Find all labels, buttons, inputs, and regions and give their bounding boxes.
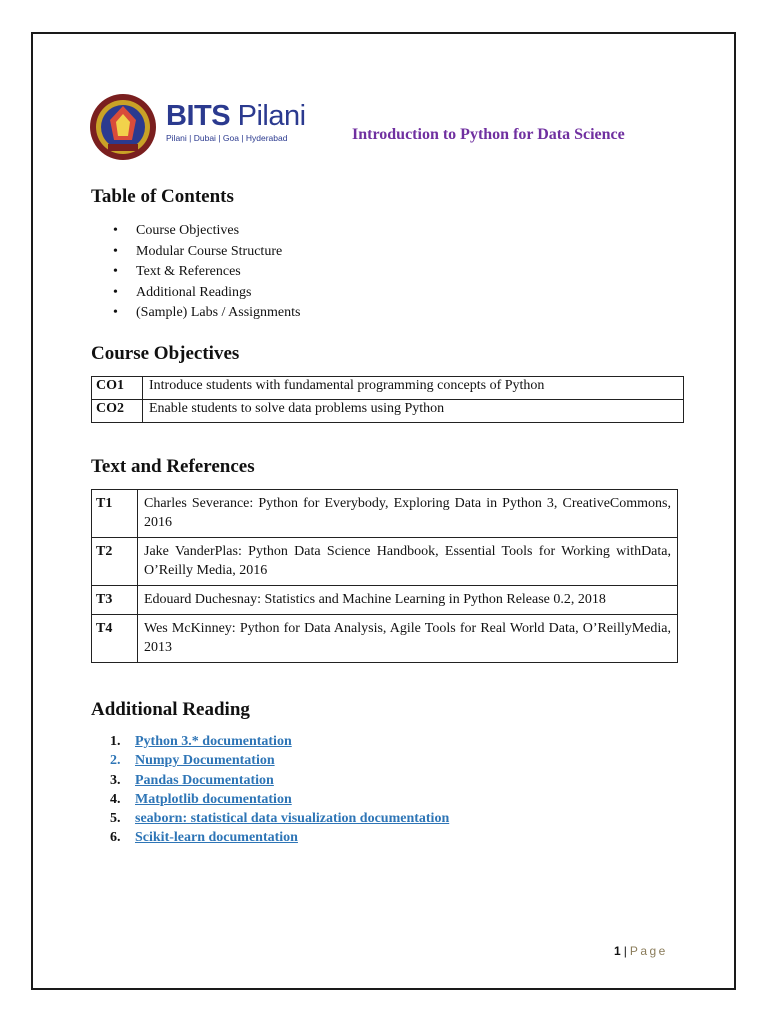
- page-separator: |: [623, 944, 627, 958]
- scikit-learn-docs-link[interactable]: Scikit-learn documentation: [135, 830, 298, 846]
- table-row: [92, 586, 678, 615]
- objectives-table: [91, 376, 684, 423]
- reference-text: Edouard Duchesnay: Statistics and Machine Learning in Python Release 0.2, 2018: [138, 586, 678, 615]
- table-row: [92, 490, 678, 538]
- table-row: [92, 538, 678, 586]
- objective-code: CO2: [92, 400, 143, 423]
- toc-item: • Text & References: [110, 263, 301, 284]
- list-item: [110, 734, 449, 753]
- toc-list: [110, 222, 301, 325]
- objective-code: CO1: [92, 377, 143, 400]
- reading-list: [110, 734, 449, 850]
- list-number: 4.: [110, 791, 121, 807]
- list-item: [110, 811, 449, 830]
- reference-text: Charles Severance: Python for Everybody, Exploring Data in Python 3, CreativeCommons, 2016: [138, 490, 678, 538]
- reference-code: T4: [92, 615, 138, 663]
- matplotlib-docs-link[interactable]: Matplotlib documentation: [135, 791, 292, 807]
- list-number: 2.: [110, 753, 121, 769]
- page-label: Page: [629, 944, 668, 958]
- brand-name: BITS Pilani: [166, 100, 306, 132]
- reference-text: Wes McKinney: Python for Data Analysis, Agile Tools for Real World Data, O’ReillyMedia, 2013: [138, 615, 678, 663]
- reference-code: T1: [92, 490, 138, 538]
- list-number: 3.: [110, 772, 121, 788]
- page-number: 1: [614, 944, 621, 958]
- numpy-docs-link[interactable]: Numpy Documentation: [135, 753, 275, 769]
- table-row: [92, 377, 684, 400]
- objective-text: Introduce students with fundamental programming concepts of Python: [143, 377, 684, 400]
- list-item: [110, 792, 449, 811]
- reference-text: Jake VanderPlas: Python Data Science Handbook, Essential Tools for Working withData, O’Reilly Media, 2016: [138, 538, 678, 586]
- course-title: Introduction to Python for Data Science: [352, 126, 625, 143]
- table-row: [92, 400, 684, 423]
- toc-item: • (Sample) Labs / Assignments: [110, 304, 301, 325]
- list-item: [110, 773, 449, 792]
- list-number: 6.: [110, 830, 121, 846]
- reference-code: T3: [92, 586, 138, 615]
- toc-item: • Additional Readings: [110, 284, 301, 305]
- reference-code: T2: [92, 538, 138, 586]
- table-row: [92, 615, 678, 663]
- objective-text: Enable students to solve data problems using Python: [143, 400, 684, 423]
- brand-campuses: Pilani | Dubai | Goa | Hyderabad: [166, 133, 288, 143]
- page-footer: [614, 944, 668, 958]
- references-table: [91, 489, 678, 663]
- toc-heading: Table of Contents: [91, 186, 234, 207]
- objectives-heading: Course Objectives: [91, 343, 240, 364]
- reading-heading: Additional Reading: [91, 699, 250, 720]
- list-number: 1.: [110, 734, 121, 749]
- python-docs-link[interactable]: Python 3.* documentation: [135, 734, 292, 749]
- seaborn-docs-link[interactable]: seaborn: statistical data visualization documentation: [135, 811, 450, 827]
- toc-item: • Course Objectives: [110, 222, 301, 243]
- list-item: [110, 830, 449, 849]
- list-item: [110, 753, 449, 772]
- references-heading: Text and References: [91, 456, 255, 477]
- pandas-docs-link[interactable]: Pandas Documentation: [135, 772, 274, 788]
- list-number: 5.: [110, 811, 121, 827]
- brand-block: [166, 101, 306, 143]
- bits-logo-emblem: [88, 92, 158, 162]
- toc-item: • Modular Course Structure: [110, 243, 301, 264]
